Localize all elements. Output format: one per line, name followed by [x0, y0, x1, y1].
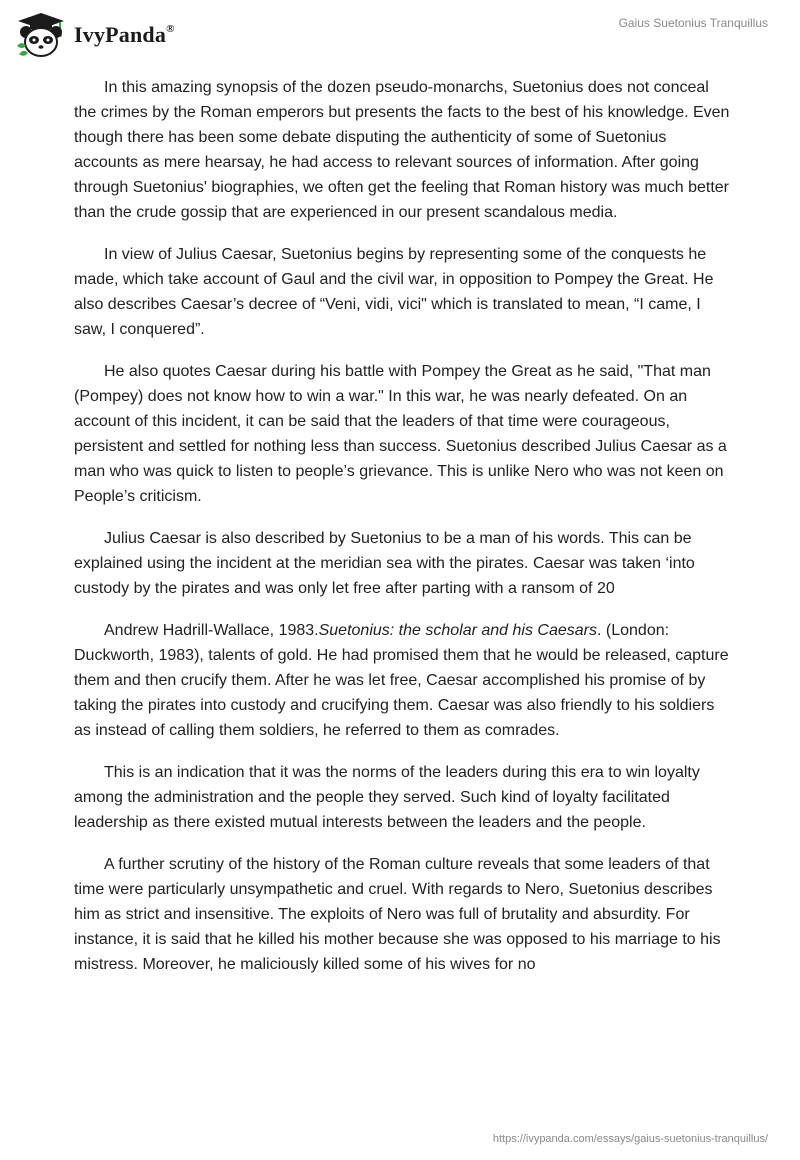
paragraph: In view of Julius Caesar, Suetonius begins by representing some of the conquests he made, which take account of Gaul and the civil war, in opposition to Pompey the Great. He also describes Caesar’s decree of “Veni, vidi, vici" which is translated to mean, “I came, I saw, I conquered”. [74, 246, 714, 338]
panda-graduate-icon [14, 12, 68, 58]
paragraph: Julius Caesar is also described by Suetonius to be a man of his words. This can be explained using the incident at the meridian sea with the pirates. Caesar was taken ‘into custody by the pirates and was only let free after parting with a ransom of 20 [74, 530, 695, 597]
document-title: Gaius Suetonius Tranquillus [618, 16, 768, 30]
page-header [0, 0, 800, 70]
paragraph: He also quotes Caesar during his battle with Pompey the Great as he said, "That man (Pompey) does not know how to win a war." In this war, he was nearly defeated. On an account of this incident, it can be said that the leaders of that time were courageous, persistent and settled for nothing less than success. Suetonius described Julius Caesar as a man who was quick to listen to people’s grievance. This is unlike Nero who was not keen on People’s criticism. [74, 363, 727, 505]
brand-name: IvyPanda® [74, 22, 175, 47]
paragraph: This is an indication that it was the norms of the leaders during this era to win loyalty among the administration and the people they served. Such kind of loyalty facilitated leadership as there existed mutual interests between the leaders and the people. [74, 764, 700, 831]
source-url[interactable]: https://ivypanda.com/essays/gaius-suetonius-tranquillus/ [492, 1133, 768, 1145]
essay-body [74, 70, 734, 994]
citation-paragraph [74, 618, 734, 743]
citation-rest: . (London: Duckworth, 1983), talents of gold. He had promised them that he would be released, capture them and then crucify them. After he was let free, Caesar accomplished his promise of by taking the pirates into custody and crucifying them. Caesar was also friendly to his soldiers as instead of calling them soldiers, he referred to them as comrades. [74, 622, 729, 739]
ivypanda-logo[interactable] [14, 12, 175, 58]
citation-lead: Andrew Hadrill-Wallace, 1983. [104, 622, 319, 639]
paragraph: In this amazing synopsis of the dozen pseudo-monarchs, Suetonius does not conceal the crimes by the Roman emperors but presents the facts to the best of his knowledge. Even though there has been some debate disputing the authenticity of some of Suetonius accounts as mere hearsay, he had access to relevant sources of information. After going through Suetonius' biographies, we often get the feeling that Roman history was much better than the crude gossip that are experienced in our present scandalous media. [74, 79, 730, 221]
citation-book-title: Suetonius: the scholar and his Caesars [318, 622, 597, 639]
paragraph: A further scrutiny of the history of the Roman culture reveals that some leaders of that time were particularly unsympathetic and cruel. With regards to Nero, Suetonius describes him as strict and insensitive. The exploits of Nero was full of brutality and absurdity. For instance, it is said that he killed his mother because she was opposed to his marriage to his mistress. Moreover, he maliciously killed some of his wives for no [74, 856, 721, 973]
